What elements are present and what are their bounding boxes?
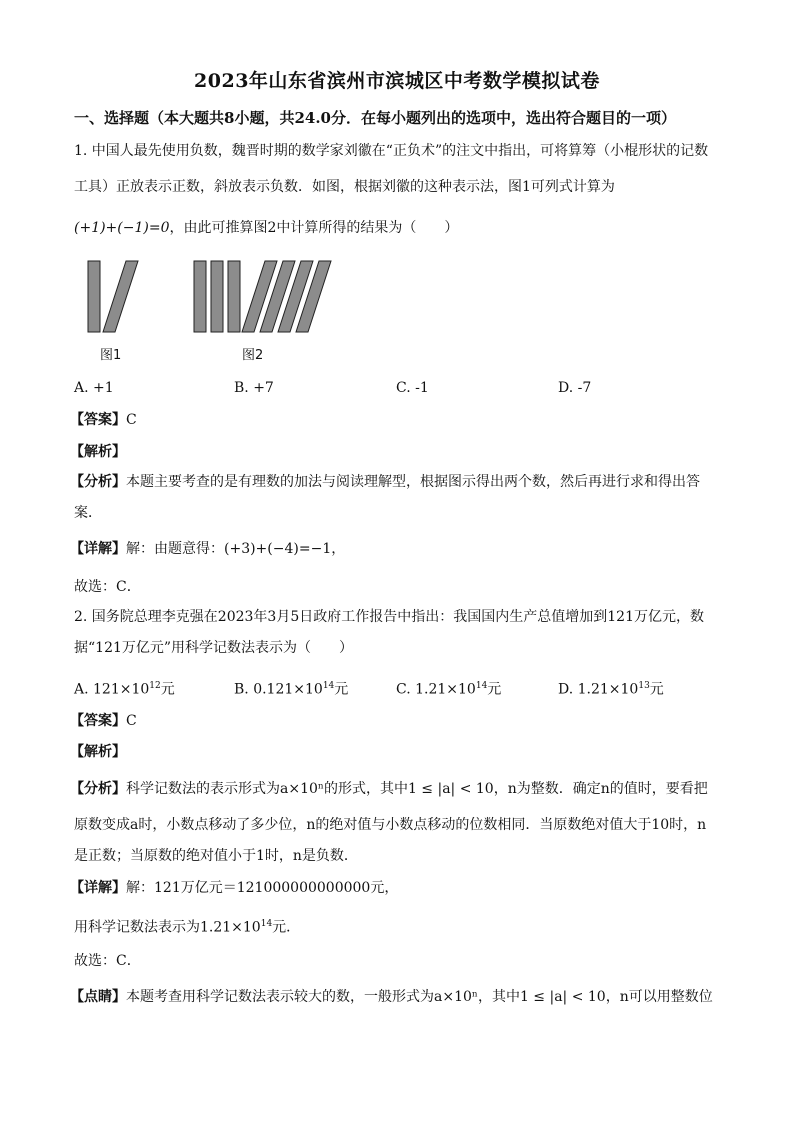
fig1-label: 图1 xyxy=(100,348,122,363)
q1-option-a: A. +1 xyxy=(74,380,114,396)
q2-option-b: B. $0.121\times 10^{14}$元 xyxy=(234,681,349,698)
q1-formula: (+1)+(−1)=0 xyxy=(74,220,170,236)
q1-choose: 故选：C． xyxy=(74,579,141,595)
q1-option-d: D. -7 xyxy=(558,380,592,396)
fig2-upright-rod-3 xyxy=(228,261,240,332)
section-heading: 一、选择题（本大题共8小题，共24.0分．在每小题列出的选项中，选出符合题目的一项） xyxy=(74,109,676,127)
q2-fenxi-line1: 【分析】科学记数法的表示形式为a×10ⁿ的形式，其中1 ≤ |a| < 10，n为整数．确定n的值时，要看把 xyxy=(70,781,708,797)
q1-option-b: B. +7 xyxy=(234,380,274,396)
q1-formula-line xyxy=(74,218,458,238)
fig1-upright-rod xyxy=(88,261,100,332)
q1-line3: ，由此可推算图2中计算所得的结果为（ ） xyxy=(169,220,459,236)
q2-fenxi-line2: 原数变成a时，小数点移动了多少位，n的绝对值与小数点移动的位数相同．当原数绝对值大于10时，n xyxy=(74,817,707,833)
counting-rods-figure xyxy=(80,255,340,367)
fig2-upright-rod-2 xyxy=(211,261,223,332)
q2-answer: 【答案】C xyxy=(70,713,137,729)
q1-fenxi-line1: 【分析】本题主要考查的是有理数的加法与阅读理解型，根据图示得出两个数，然后再进行求和得出答 xyxy=(70,474,700,490)
q2-express: 用科学记数法表示为$1.21\times 10^{14}$元． xyxy=(74,919,301,936)
q2-option-a: A. $121\times 10^{12}$元 xyxy=(74,681,175,698)
q2-line2: 据“121万亿元”用科学记数法表示为（ ） xyxy=(74,640,354,656)
q2-fenxi-line3: 是正数；当原数的绝对值小于1时，n是负数． xyxy=(74,848,358,864)
fig2-upright-rod-1 xyxy=(194,261,206,332)
q2-choose: 故选：C． xyxy=(74,953,141,969)
q2-line1: 2. 国务院总理李克强在2023年3月5日政府工作报告中指出：我国国内生产总值增加到121万亿元，数 xyxy=(74,609,704,625)
q2-dianjing: 【点睛】本题考查用科学记数法表示较大的数，一般形式为a×10ⁿ，其中1 ≤ |a| < 10，n可以用整数位 xyxy=(70,989,713,1005)
q2-option-d: D. $1.21\times 10^{13}$元 xyxy=(558,681,664,698)
q1-option-c: C. -1 xyxy=(396,380,429,396)
q1-line2: 工具）正放表示正数，斜放表示负数．如图，根据刘徽的这种表示法，图1可列式计算为 xyxy=(74,179,615,195)
q1-detail: 【详解】解：由题意得：(+3)+(−4)=−1， xyxy=(70,541,346,557)
q2-option-c: C. $1.21\times 10^{14}$元 xyxy=(396,681,502,698)
page-title: 2023年山东省滨州市滨城区中考数学模拟试卷 xyxy=(194,70,600,92)
q1-line1: 1. 中国人最先使用负数，魏晋时期的数学家刘徽在“正负术”的注文中指出，可将算筹（小棍形状的记数 xyxy=(74,143,709,159)
q1-analysis-tag: 【解析】 xyxy=(70,444,126,460)
q2-analysis-tag: 【解析】 xyxy=(70,744,126,760)
q2-detail: 【详解】解：121万亿元＝121000000000000元， xyxy=(70,880,399,896)
fig2-label: 图2 xyxy=(242,348,264,363)
q1-answer: 【答案】C xyxy=(70,412,137,428)
q1-fenxi-line2: 案． xyxy=(74,505,102,521)
fig1-slanted-rod xyxy=(103,261,138,332)
